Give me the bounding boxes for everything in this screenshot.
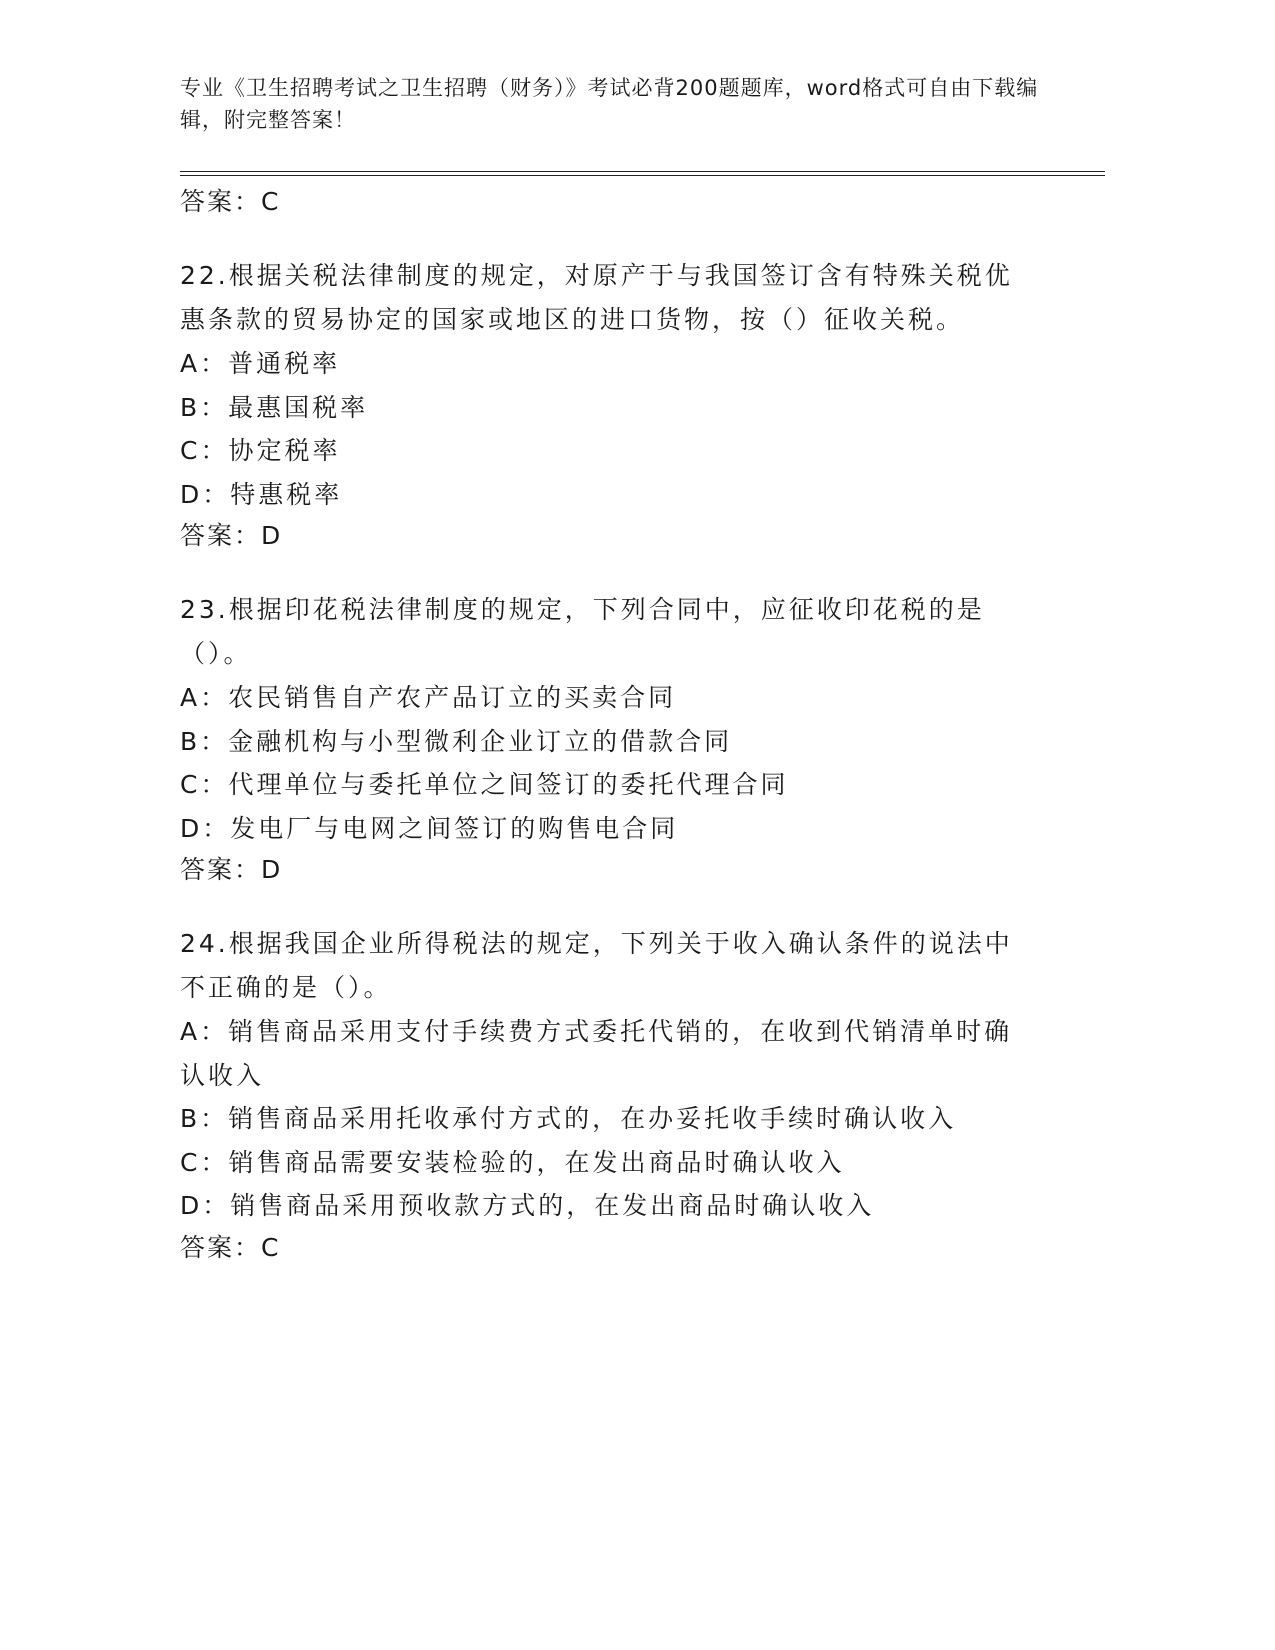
option-b: B：最惠国税率 — [180, 392, 369, 422]
answer-line: 答案：D — [180, 521, 283, 550]
option-d: D：发电厂与电网之间签订的购售电合同 — [180, 813, 679, 843]
answer-line: 答案：C — [180, 1232, 281, 1262]
option-c: C：销售商品需要安装检验的，在发出商品时确认收入 — [180, 1147, 845, 1177]
question-stem: 24.根据我国企业所得税法的规定，下列关于收入确认条件的说法中不正确的是（）。 — [180, 929, 1013, 1002]
question-22 — [180, 254, 1040, 556]
option-b: B：销售商品采用托收承付方式的，在办妥托收手续时确认收入 — [180, 1104, 957, 1133]
option-a: A：销售商品采用支付手续费方式委托代销的，在收到代销清单时确认收入 — [180, 1017, 1013, 1090]
document-header: 专业《卫生招聘考试之卫生招聘（财务）》考试必背200题题库，word格式可自由下载编辑，附完整答案！ — [180, 76, 1039, 132]
option-d: D：特惠税率 — [180, 479, 343, 509]
option-b: B：金融机构与小型微利企业订立的借款合同 — [180, 726, 733, 756]
option-c: C：协定税率 — [180, 436, 341, 465]
question-23 — [180, 588, 1040, 890]
header-divider-top — [180, 171, 1105, 172]
document-body — [180, 182, 1040, 1268]
option-d: D：销售商品采用预收款方式的，在发出商品时确认收入 — [180, 1191, 875, 1220]
answer-line: 答案：D — [180, 855, 283, 884]
option-a: A：农民销售自产农产品订立的买卖合同 — [180, 683, 677, 712]
answer-line: 答案：C — [180, 187, 281, 216]
question-stem: 23.根据印花税法律制度的规定，下列合同中，应征收印花税的是（）。 — [180, 595, 985, 668]
question-24 — [180, 922, 1040, 1268]
option-c: C：代理单位与委托单位之间签订的委托代理合同 — [180, 770, 789, 799]
option-a: A：普通税率 — [180, 349, 341, 378]
header-divider-bottom — [180, 175, 1105, 176]
question-stem: 22.根据关税法律制度的规定，对原产于与我国签订含有特殊关税优惠条款的贸易协定的国家或地区的进口货物，按（）征收关税。 — [180, 261, 1013, 334]
